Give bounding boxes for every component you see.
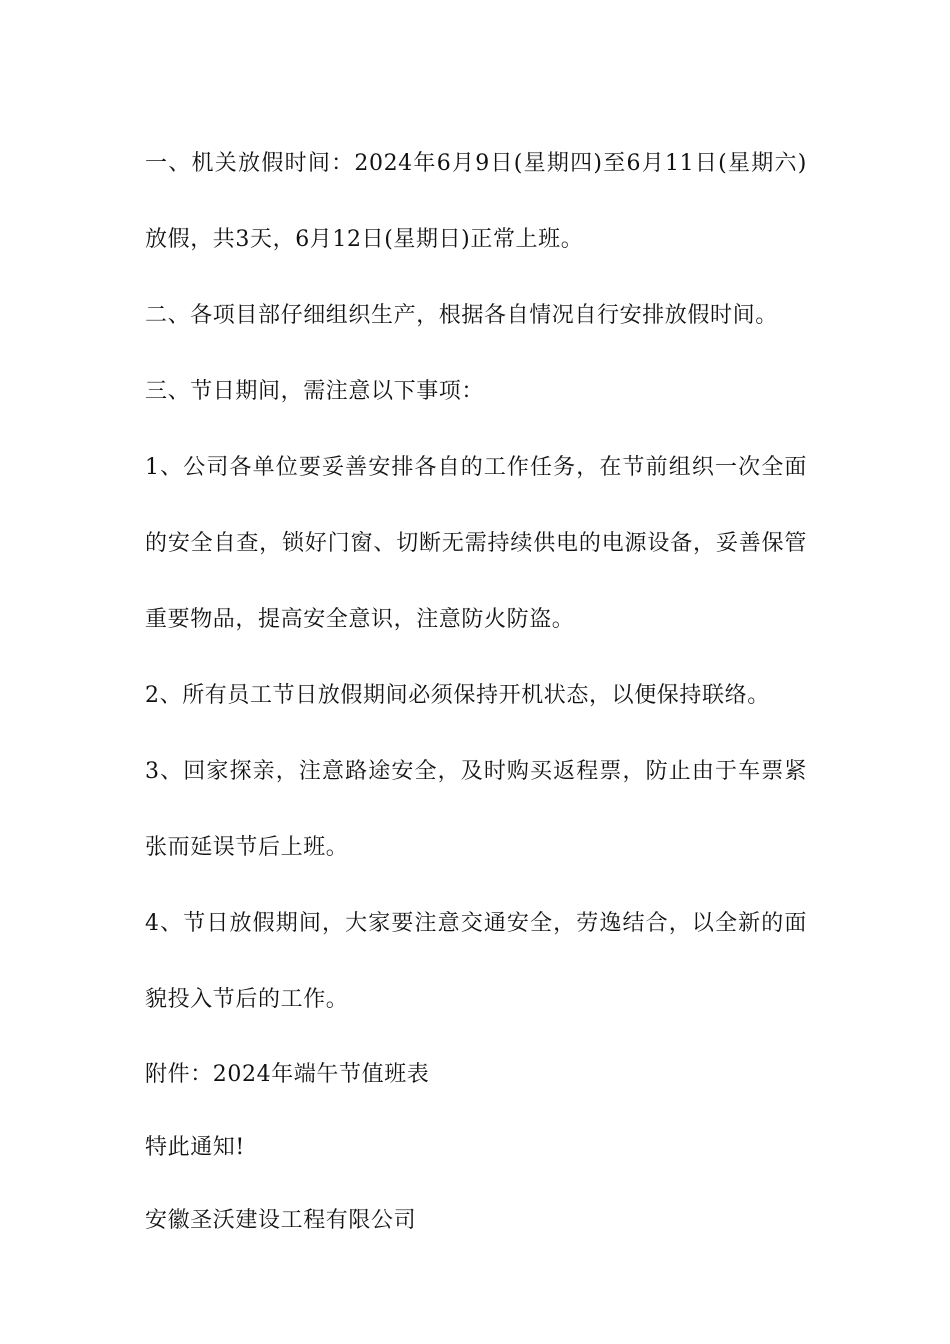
paragraph-note-1: 1、公司各单位要妥善安排各自的工作任务，在节前组织一次全面的安全自查，锁好门窗、切断无需持续供电的电源设备，妥善保管重要物品，提高安全意识，注意防火防盗。 — [145, 455, 807, 632]
paragraph-project-arrangement: 二、各项目部仔细组织生产，根据各自情况自行安排放假时间。 — [145, 303, 778, 328]
closing-line: 特此通知! — [145, 1135, 245, 1160]
signature-company: 安徽圣沃建设工程有限公司 — [145, 1208, 417, 1233]
paragraph-note-2: 2、所有员工节日放假期间必须保持开机状态，以便保持联络。 — [145, 683, 770, 708]
attachment-line: 附件：2024年端午节值班表 — [145, 1062, 430, 1087]
paragraph-note-4: 4、节日放假期间，大家要注意交通安全，劳逸结合，以全新的面貌投入节后的工作。 — [145, 911, 807, 1012]
paragraph-notes-heading: 三、节日期间，需注意以下事项： — [145, 379, 485, 404]
paragraph-holiday-time: 一、机关放假时间：2024年6月9日(星期四)至6月11日(星期六)放假，共3天，6月12日(星期日)正常上班。 — [145, 151, 807, 252]
notice-body — [145, 126, 807, 1257]
paragraph-note-3: 3、回家探亲，注意路途安全，及时购买返程票，防止由于车票紧张而延误节后上班。 — [145, 759, 807, 860]
